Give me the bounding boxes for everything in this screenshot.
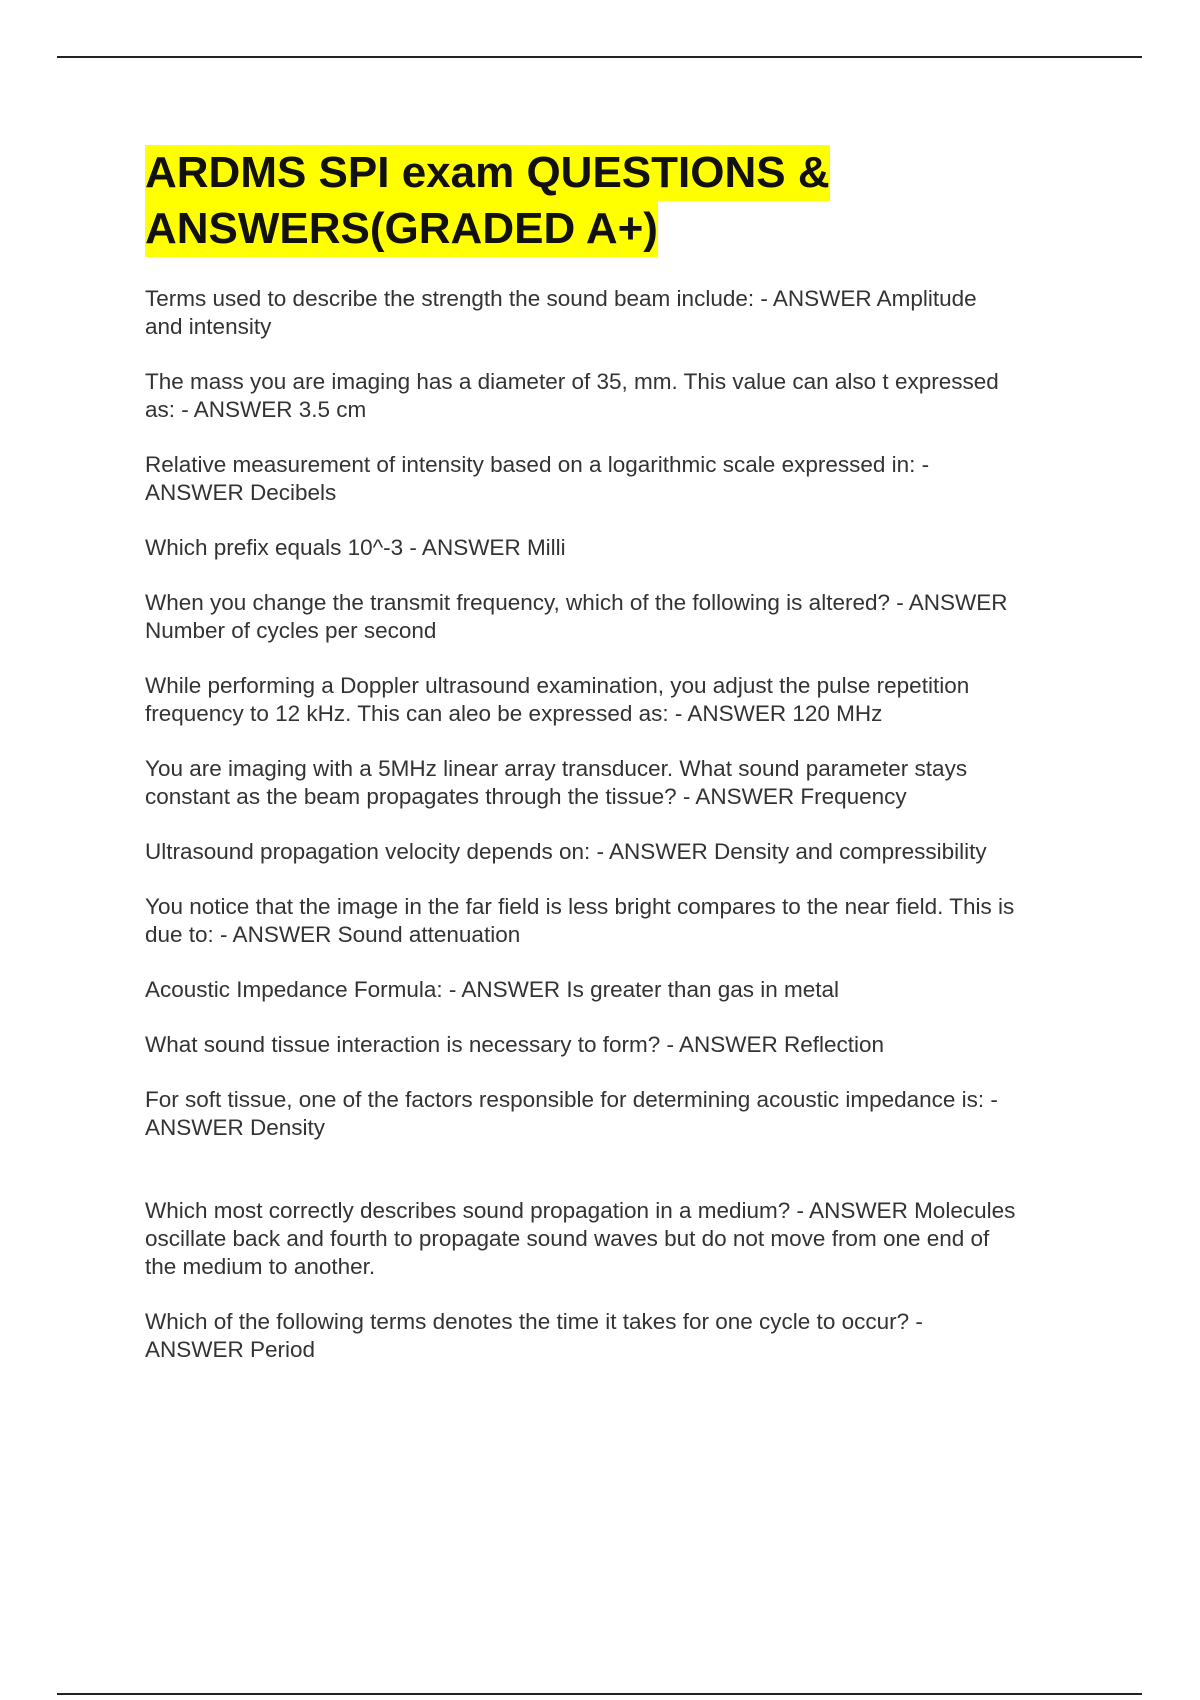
document-body [145, 145, 1085, 1391]
title-line-2: ANSWERS(GRADED A+) [145, 201, 658, 257]
qa-item: You are imaging with a 5MHz linear array transducer. What sound parameter stays constant as the beam propagates through the tissue? - ANSWER Frequency [145, 756, 968, 809]
qa-item: Terms used to describe the strength the sound beam include: - ANSWER Amplitude and intensity [145, 286, 977, 339]
qa-item: When you change the transmit frequency, which of the following is altered? - ANSWER Number of cycles per second [145, 590, 1008, 643]
qa-item: Which prefix equals 10^-3 - ANSWER Milli [145, 535, 566, 560]
document-title [145, 145, 1085, 257]
qa-item: You notice that the image in the far field is less bright compares to the near field. This is due to: - ANSWER Sound attenuation [145, 894, 1015, 947]
title-line-1: ARDMS SPI exam QUESTIONS & [145, 145, 830, 201]
qa-item: What sound tissue interaction is necessary to form? - ANSWER Reflection [145, 1032, 885, 1057]
qa-item: While performing a Doppler ultrasound examination, you adjust the pulse repetition frequency to 12 kHz. This can aleo be expressed as: - ANSWER 120 MHz [145, 673, 970, 726]
top-rule [57, 56, 1142, 58]
qa-item: Which most correctly describes sound propagation in a medium? - ANSWER Molecules oscillate back and fourth to propagate sound waves but do not move from one end of the medium to another. [145, 1198, 1016, 1279]
qa-item: Ultrasound propagation velocity depends on: - ANSWER Density and compressibility [145, 839, 987, 864]
qa-item: Which of the following terms denotes the time it takes for one cycle to occur? - ANSWER Period [145, 1309, 923, 1362]
bottom-rule [57, 1693, 1142, 1695]
qa-item: The mass you are imaging has a diameter of 35, mm. This value can also t expressed as: - ANSWER 3.5 cm [145, 369, 999, 422]
qa-item: For soft tissue, one of the factors responsible for determining acoustic impedance is: - ANSWER Density [145, 1087, 998, 1140]
qa-item: Acoustic Impedance Formula: - ANSWER Is greater than gas in metal [145, 977, 840, 1002]
qa-item: Relative measurement of intensity based on a logarithmic scale expressed in: - ANSWER Decibels [145, 452, 930, 505]
